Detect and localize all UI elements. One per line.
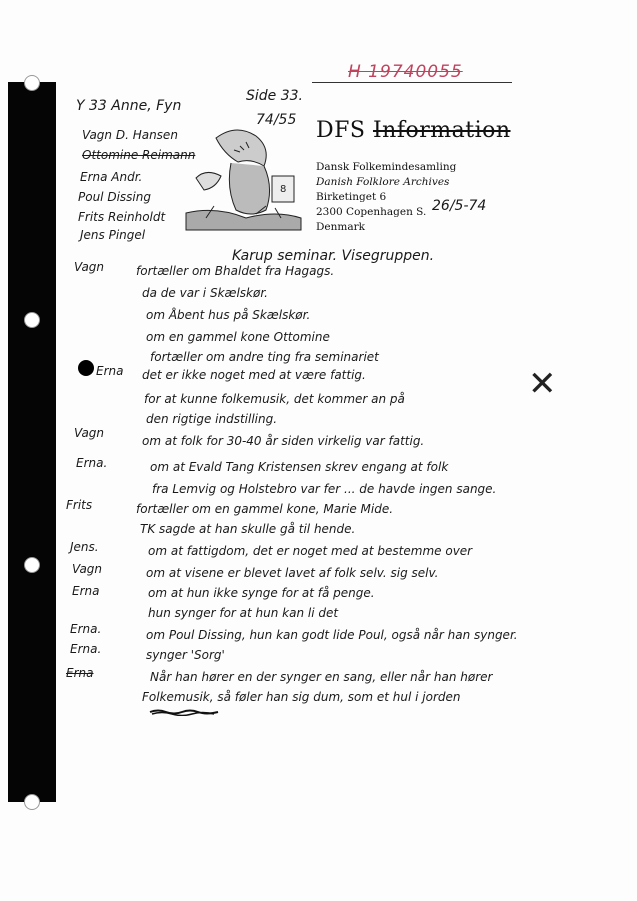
svg-text:8: 8 bbox=[280, 184, 287, 195]
address-line: Dansk Folkemindesamling bbox=[316, 161, 457, 173]
address-line: Denmark bbox=[316, 221, 365, 233]
date-note: 26/5-74 bbox=[432, 198, 487, 214]
speaker-label: Erna bbox=[96, 364, 124, 378]
speaker-label: Vagn bbox=[72, 562, 103, 576]
speaker-label: Vagn bbox=[74, 260, 105, 274]
session-title: Karup seminar. Visegruppen. bbox=[232, 248, 435, 264]
ink-scribble bbox=[148, 708, 220, 716]
letterhead-title bbox=[316, 118, 511, 143]
participant-name: Vagn D. Hansen bbox=[82, 128, 178, 142]
participant-name: Jens Pingel bbox=[80, 228, 146, 242]
letterhead-title-struck: Information bbox=[372, 118, 511, 143]
speaker-label: Jens. bbox=[70, 540, 99, 554]
binder-strip bbox=[8, 82, 56, 802]
speaker-label: Erna. bbox=[70, 622, 102, 636]
tape-number: Y 33 Anne, Fyn bbox=[76, 98, 182, 114]
note-line: synger 'Sorg' bbox=[146, 648, 225, 662]
header-rule bbox=[312, 82, 512, 83]
note-line: Folkemusik, så føler han sig dum, som et hul i jorden bbox=[142, 690, 461, 704]
note-line: det er ikke noget med at være fattig. bbox=[142, 368, 366, 382]
note-line: om Åbent hus på Skælskør. bbox=[146, 308, 311, 322]
punch-hole bbox=[24, 794, 40, 810]
punch-hole bbox=[24, 557, 40, 573]
note-line: fortæller om en gammel kone, Marie Mide. bbox=[136, 502, 394, 516]
ink-blot bbox=[78, 360, 94, 376]
note-line: fortæller om Bhaldet fra Hagags. bbox=[136, 264, 335, 278]
note-line: om at Evald Tang Kristensen skrev engang at folk bbox=[150, 460, 449, 474]
note-line: da de var i Skælskør. bbox=[142, 286, 268, 300]
folklore-illustration bbox=[176, 118, 308, 238]
note-line: om Poul Dissing, hun kan godt lide Poul, også når han synger. bbox=[146, 628, 518, 642]
note-line: TK sagde at han skulle gå til hende. bbox=[140, 522, 356, 536]
speaker-label: Erna bbox=[66, 666, 94, 680]
note-line: om at hun ikke synge for at få penge. bbox=[148, 586, 375, 600]
address-line: Birketinget 6 bbox=[316, 191, 387, 203]
participant-name: Erna Andr. bbox=[80, 170, 143, 184]
note-line: den rigtige indstilling. bbox=[146, 412, 278, 426]
punch-hole bbox=[24, 75, 40, 91]
note-line: fortæller om andre ting fra seminariet bbox=[150, 350, 379, 364]
participant-name: Poul Dissing bbox=[78, 190, 151, 204]
note-line: om at folk for 30-40 år siden virkelig var fattig. bbox=[142, 434, 425, 448]
address-line: 2300 Copenhagen S. bbox=[316, 206, 427, 218]
archive-number-stamp: H 19740055 bbox=[348, 62, 463, 82]
speaker-label: Erna. bbox=[76, 456, 108, 470]
note-line: Når han hører en der synger en sang, eller når han hører bbox=[150, 670, 493, 684]
note-line: om en gammel kone Ottomine bbox=[146, 330, 330, 344]
speaker-label: Erna. bbox=[70, 642, 102, 656]
speaker-label: Vagn bbox=[74, 426, 105, 440]
speaker-label: Erna bbox=[72, 584, 100, 598]
note-line: fra Lemvig og Holstebro var fer ... de havde ingen sange. bbox=[152, 482, 497, 496]
x-mark: ✕ bbox=[528, 364, 557, 404]
letterhead-title-main: DFS bbox=[316, 118, 366, 143]
note-line: om at fattigdom, det er noget med at bestemme over bbox=[148, 544, 473, 558]
note-line: om at visene er blevet lavet af folk selv. sig selv. bbox=[146, 566, 439, 580]
side-number: Side 33. bbox=[246, 88, 303, 104]
participant-name: Frits Reinholdt bbox=[78, 210, 166, 224]
punch-hole bbox=[24, 312, 40, 328]
note-line: hun synger for at hun kan li det bbox=[148, 606, 339, 620]
speaker-label: Frits bbox=[66, 498, 93, 512]
address-line: Danish Folklore Archives bbox=[316, 176, 450, 188]
note-line: for at kunne folkemusik, det kommer an på bbox=[144, 392, 405, 406]
reference-number: 74/55 bbox=[256, 112, 297, 128]
participant-name: Ottomine Reimann bbox=[82, 148, 196, 162]
